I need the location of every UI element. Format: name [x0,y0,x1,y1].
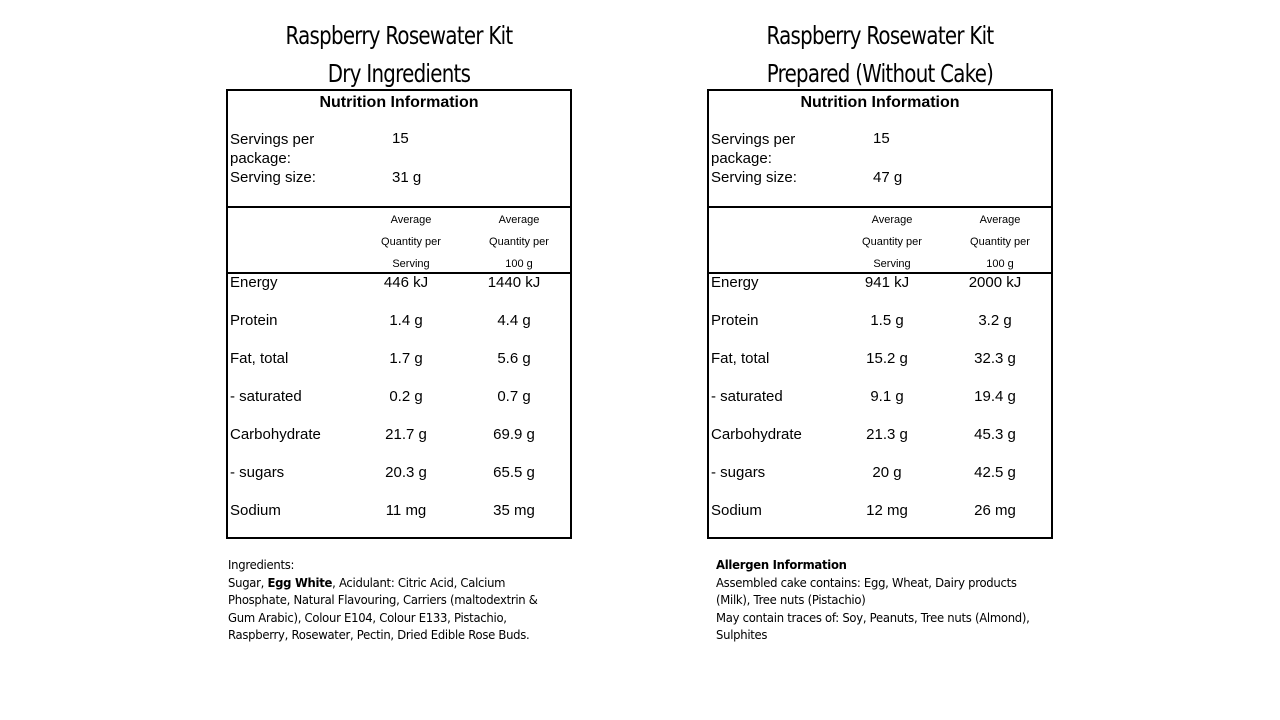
col-header-line: Average [390,214,432,226]
nutrition-label [707,89,1053,539]
title-line-1: Raspberry Rosewater Kit [766,21,994,50]
per-serving-value: 21.7 g [385,426,427,443]
ingredients-text-pre: Sugar, [228,574,268,590]
per-100g-value: 65.5 g [493,464,535,481]
col-header-per-100g [945,209,1055,275]
column-headers [228,206,570,274]
ingredients-allergen-bold: Egg White [267,574,333,590]
nutrient-name: Fat, total [711,350,770,367]
per-100g-value: 19.4 g [974,388,1016,405]
col-header-line: Serving [392,258,430,270]
table-row [709,388,1051,426]
servings-per-package-value: 15 [392,130,409,147]
nutrient-name: Energy [711,274,759,291]
nutrient-name: - sugars [711,464,766,481]
ingredients-heading: Ingredients: [228,557,295,572]
serving-size-label: Serving size: [230,169,316,186]
nutrient-name: - saturated [711,388,783,405]
per-100g-value: 45.3 g [974,426,1016,443]
col-header-line: Serving [873,258,911,270]
per-serving-value: 1.4 g [389,312,423,329]
col-header-line: Quantity per [381,236,441,248]
nutrient-name: Protein [230,312,278,329]
servings-section [228,91,570,208]
servings-per-package-value: 15 [873,130,890,147]
table-row [228,502,570,540]
table-row [228,426,570,464]
servings-per-package-label: Servings per package: [711,131,796,167]
panel-title [701,17,1058,93]
nutrient-name: Carbohydrate [711,426,802,443]
table-row [709,464,1051,502]
col-header-line: 100 g [986,258,1014,270]
col-header-line: Average [871,214,913,226]
nutrition-heading: Nutrition Information [319,94,479,111]
per-serving-value: 446 kJ [383,274,429,291]
servings-section [709,91,1051,208]
per-100g-value: 3.2 g [978,312,1012,329]
nutrient-name: Fat, total [230,350,289,367]
ingredients-section [228,556,554,644]
table-row [709,350,1051,388]
per-100g-value: 32.3 g [974,350,1016,367]
table-row [709,502,1051,540]
ingredients-text [228,574,554,644]
per-serving-value: 21.3 g [866,426,908,443]
per-100g-value: 0.7 g [497,388,531,405]
nutrient-name: Sodium [230,502,281,519]
nutrient-name: Sodium [711,502,762,519]
per-serving-value: 9.1 g [870,388,904,405]
nutrient-name: Carbohydrate [230,426,321,443]
panel-title [220,17,577,93]
per-100g-value: 1440 kJ [487,274,541,291]
column-headers [709,206,1051,274]
per-serving-value: 20.3 g [385,464,427,481]
nutrition-label [226,89,572,539]
nutrient-name: - sugars [230,464,285,481]
title-line-2: Prepared (Without Cake) [766,59,994,88]
per-100g-value: 69.9 g [493,426,535,443]
table-row [228,312,570,350]
allergen-contains-text: Assembled cake contains: Egg, Wheat, Dairy products (Milk), Tree nuts (Pistachio) [716,574,1017,608]
allergen-traces-text: May contain traces of: Soy, Peanuts, Tree nuts (Almond), Sulphites [716,609,1030,643]
col-header-line: Average [979,214,1021,226]
allergen-section [716,556,1042,644]
table-row [709,312,1051,350]
nutrient-name: - saturated [230,388,302,405]
serving-size-value: 31 g [392,169,422,186]
serving-size-label: Serving size: [711,169,797,186]
nutrient-rows [228,272,570,537]
per-100g-value: 35 mg [493,502,535,519]
col-header-line: Quantity per [489,236,549,248]
col-header-line: Average [498,214,540,226]
per-100g-value: 5.6 g [497,350,531,367]
col-header-per-serving [837,209,947,275]
per-100g-value: 26 mg [974,502,1016,519]
serving-size-value: 47 g [873,169,903,186]
table-row [709,274,1051,312]
nutrient-name: Protein [711,312,759,329]
col-header-per-100g [464,209,574,275]
allergen-heading: Allergen Information [716,557,847,572]
per-100g-value: 2000 kJ [968,274,1022,291]
per-serving-value: 941 kJ [864,274,910,291]
per-serving-value: 20 g [872,464,902,481]
col-header-line: 100 g [505,258,533,270]
per-serving-value: 15.2 g [866,350,908,367]
per-100g-value: 4.4 g [497,312,531,329]
table-row [709,426,1051,464]
per-serving-value: 0.2 g [389,388,423,405]
table-row [228,464,570,502]
table-row [228,274,570,312]
table-row [228,388,570,426]
per-100g-value: 42.5 g [974,464,1016,481]
title-line-1: Raspberry Rosewater Kit [285,21,513,50]
per-serving-value: 1.7 g [389,350,423,367]
table-row [228,350,570,388]
nutrient-name: Energy [230,274,278,291]
nutrient-rows [709,272,1051,537]
nutrition-heading: Nutrition Information [800,94,960,111]
col-header-line: Quantity per [970,236,1030,248]
col-header-line: Quantity per [862,236,922,248]
title-line-2: Dry Ingredients [327,59,471,88]
per-serving-value: 11 mg [385,502,427,519]
ingredients-text-post: , Acidulant: Citric Acid, Calcium Phosphate, Natural Flavouring, Carriers (maltodextrin & Gum Arabic), Colour E104, Colour E133, Pistachio, Raspberry, Rosewater, Pectin, Dried Edible Rose Buds. [228,574,538,643]
per-serving-value: 12 mg [866,502,908,519]
servings-per-package-label: Servings per package: [230,131,315,167]
col-header-per-serving [356,209,466,275]
per-serving-value: 1.5 g [870,312,904,329]
